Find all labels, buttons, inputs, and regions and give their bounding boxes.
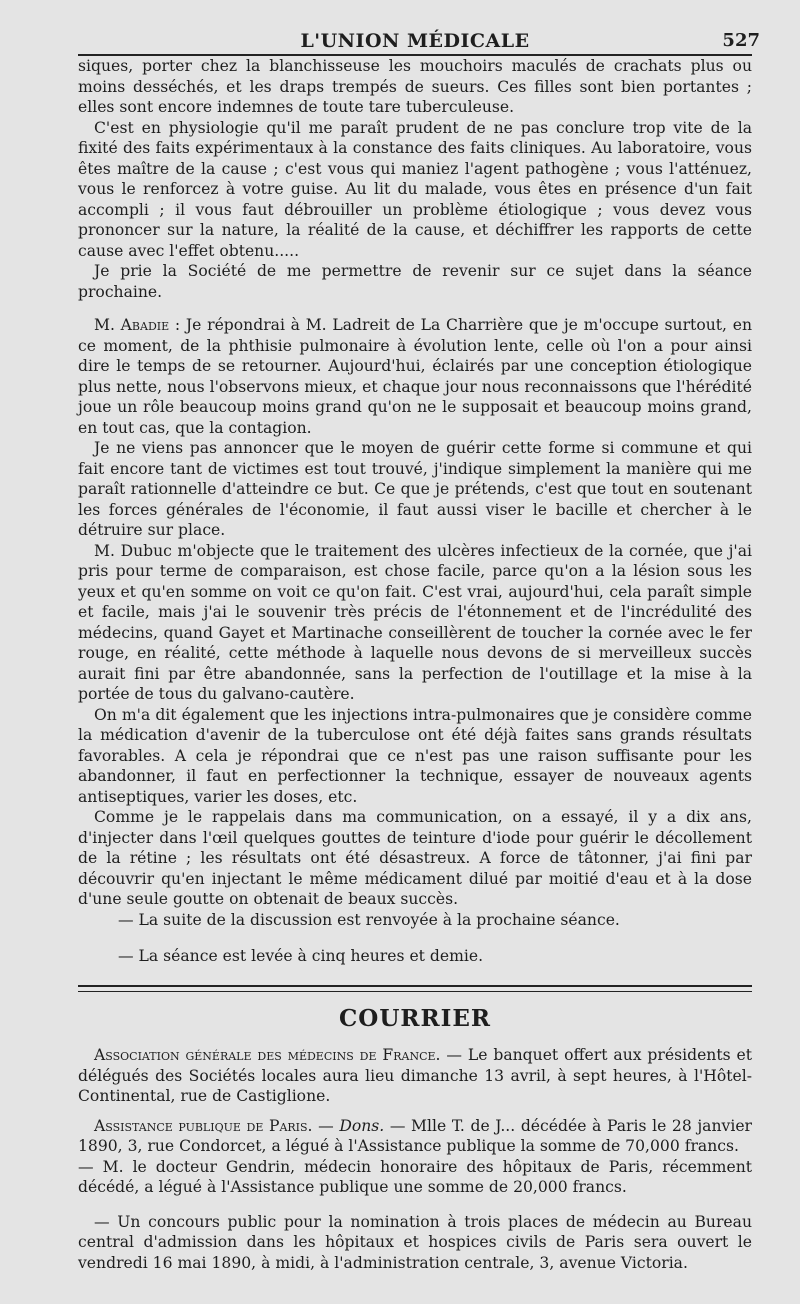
- news-text: — Le banquet offert aux présidents et délégués des Sociétés locales aura lieu dimanche 13 avril, à sept heures, à l'Hôtel-Continental, rue de Castiglione.: [78, 1046, 752, 1105]
- news-item: [78, 1116, 752, 1157]
- paragraph: Comme je le rappelais dans ma communication, on a essayé, il y a dix ans, d'injecter dans l'œil quelques gouttes de teinture d'iode pour guérir le décollement de la rétine ; les résultats ont été désastreux. A force de tâtonner, j'ai fini par découvrir qu'en injectant le même médicament dilué par moitié d'eau et à la dose d'une seule goutte on obtenait de beaux succès.: [78, 808, 752, 908]
- running-header: [78, 28, 760, 56]
- section-divider: [78, 985, 752, 992]
- speaker-paragraph: [78, 315, 752, 438]
- paragraph: C'est en physiologie qu'il me paraît prudent de ne pas conclure trop vite de la fixité des faits expérimentaux à la constance des faits cliniques. Au laboratoire, vous êtes maître de la cause ; c'est vous qui maniez l'agent pathogène ; vous l'atténuez, vous le renforcez à votre guise. Au lit du malade, vous êtes en présence d'un fait accompli ; il vous faut débrouiller un problème étiologique ; vous devez vous prononcer sur la nature, la réalité de la cause, et déchiffrer les rapports de cette cause avec l'effet obtenu.....: [78, 118, 752, 260]
- page-number: 527: [722, 30, 760, 51]
- news-dash: —: [312, 1116, 340, 1135]
- news-heading: Association générale des médecins de France.: [94, 1046, 441, 1064]
- article-body: [78, 56, 752, 1273]
- courrier-section: [78, 1045, 752, 1273]
- speaker-text: : Je répondrai à M. Ladreit de La Charrière que je m'occupe surtout, en ce moment, de la phthisie pulmonaire à évolution lente, celle où l'on a pour ainsi dire le temps de se retourner. Aujourd'hui, éclairés par une conception étiologique plus nette, nous l'observons mieux, et chaque jour nous reconnaissons que l'hérédité joue un rôle beaucoup moins grand qu'on ne le supposait et beaucoup moins grand, en tout cas, que la contagion.: [78, 316, 752, 437]
- news-heading: Assistance publique de Paris.: [94, 1116, 313, 1135]
- news-item: — M. le docteur Gendrin, médecin honoraire des hôpitaux de Paris, récemment décédé, a légué à l'Assistance publique une somme de 20,000 francs.: [78, 1157, 752, 1196]
- paragraph: Je ne viens pas annoncer que le moyen de guérir cette forme si commune et qui fait encore tant de victimes est tout trouvé, j'indique simplement la manière qui me paraît rationnelle d'atteindre ce but. Ce que je prétends, c'est que tout en soutenant les forces générales de l'économie, il faut aussi viser le bacille et chercher à le détruire sur place.: [78, 439, 752, 539]
- paragraph: On m'a dit également que les injections intra-pulmonaires que je considère comme la médication d'avenir de la tuberculose ont été déjà faites sans grands résultats favorables. A cela je répondrai que ce n'est pas une raison suffisante pour les abandonner, il faut en perfectionner la technique, essayer de nouveaux agents antiseptiques, varier les doses, etc.: [78, 705, 752, 806]
- journal-title: L'UNION MÉDICALE: [300, 30, 530, 52]
- closing-note: — La suite de la discussion est renvoyée à la prochaine séance.: [118, 910, 620, 929]
- section-title: COURRIER: [338, 1004, 492, 1032]
- news-item: [78, 1045, 752, 1107]
- news-item: — Un concours public pour la nomination à trois places de médecin au Bureau central d'admission dans les hôpitaux et hospices civils de Paris sera ouvert le vendredi 16 mai 1890, à midi, à l'administration centrale, 3, avenue Victoria.: [78, 1212, 752, 1272]
- news-subheading: Dons.: [339, 1116, 385, 1135]
- news-text: — Mlle T. de J... décédée à Paris le 28 janvier 1890, 3, rue Condorcet, a légué à l'Assistance publique la somme de 70,000 francs.: [78, 1116, 752, 1155]
- paragraph: Je prie la Société de me permettre de revenir sur ce sujet dans la séance prochaine.: [78, 262, 752, 301]
- closing-note: — La séance est levée à cinq heures et demie.: [118, 947, 484, 965]
- speaker-name: M. Abadie: [94, 316, 170, 334]
- paragraph: siques, porter chez la blanchisseuse les mouchoirs maculés de crachats plus ou moins desséchés, et les draps trempés de sueurs. Ces filles sont bien portantes ; elles sont encore indemnes de toute tare tuberculeuse.: [78, 57, 752, 116]
- paragraph: M. Dubuc m'objecte que le traitement des ulcères infectieux de la cornée, que j'ai pris pour terme de comparaison, est chose facile, parce qu'on a la lésion sous les yeux et qu'en somme on voit ce qu'on fait. C'est vrai, aujourd'hui, cela paraît simple et facile, mais j'ai le souvenir très précis de l'étonnement et de l'incrédulité des médecins, quand Gayet et Martinache conseillèrent de toucher la cornée avec le fer rouge, en réalité, cette méthode à laquelle nous devons de si merveilleux succès aurait fini par être abandonnée, sans la perfection de l'outillage et la mise à la portée de tous du galvano-cautère.: [78, 541, 752, 703]
